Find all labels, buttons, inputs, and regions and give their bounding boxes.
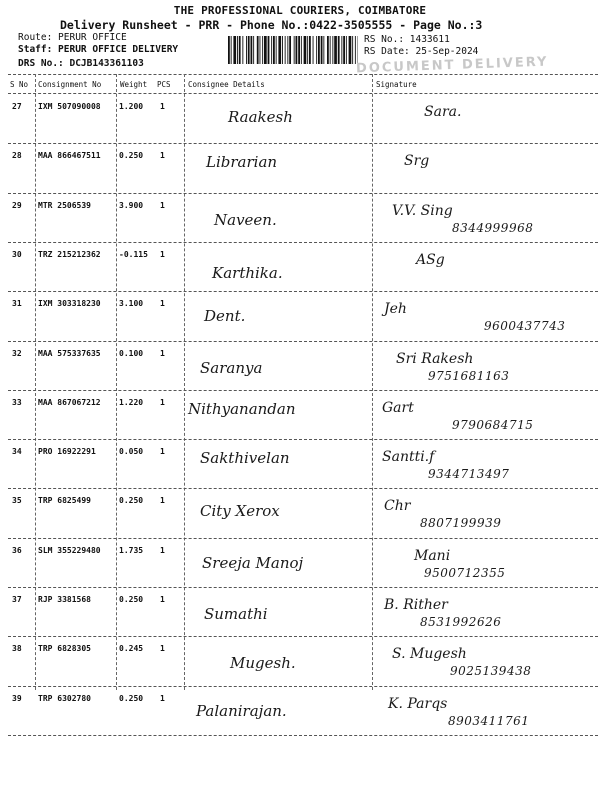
row-sno: 32 (12, 349, 22, 358)
row-weight: 1.220 (119, 398, 144, 407)
rs-number: RS No.: 1433611 (364, 34, 450, 45)
row-consignment-no: SLM 355229480 (38, 546, 101, 555)
row-weight: 1.735 (119, 546, 144, 555)
row-sno: 27 (12, 102, 22, 111)
row-consignment-no: MAA 575337635 (38, 349, 101, 358)
row-signature: V.V. Sing (392, 203, 453, 219)
row-pcs: 1 (160, 595, 165, 604)
row-sno: 38 (12, 644, 22, 653)
header-top-rule (8, 74, 598, 75)
row-phone: 9025139438 (450, 664, 532, 678)
row-phone: 9790684715 (452, 418, 534, 432)
row-consignee-name: Karthika. (212, 264, 283, 282)
row-phone: 9344713497 (428, 467, 510, 481)
col-header-sno: S No (10, 80, 29, 89)
row-sno: 33 (12, 398, 22, 407)
row-signature: Srg (404, 153, 430, 169)
row-phone: 9751681163 (428, 369, 510, 383)
row-sno: 39 (12, 694, 22, 703)
row-consignment-no: MAA 866467511 (38, 151, 101, 160)
rs-date: RS Date: 25-Sep-2024 (364, 46, 479, 57)
row-sno: 31 (12, 299, 22, 308)
row-divider (8, 686, 598, 687)
row-phone: 8903411761 (448, 714, 530, 728)
row-signature: K. Parqs (388, 696, 448, 712)
row-divider (8, 390, 598, 391)
row-weight: 0.250 (119, 694, 144, 703)
row-pcs: 1 (160, 546, 165, 555)
header-bottom-rule (8, 93, 598, 94)
row-signature: Mani (414, 548, 451, 564)
row-consignee-name: Saranya (200, 359, 263, 377)
row-weight: 0.050 (119, 447, 144, 456)
row-signature: Sara. (424, 104, 462, 120)
row-signature: Chr (384, 498, 411, 514)
row-weight: -0.115 (119, 250, 148, 259)
row-consignment-no: TRP 6825499 (38, 496, 91, 505)
row-divider (8, 143, 598, 144)
row-signature: Santti.f (382, 449, 435, 465)
row-consignee-name: Sakthivelan (200, 449, 290, 467)
row-consignee-name: Naveen. (214, 211, 277, 229)
row-pcs: 1 (160, 151, 165, 160)
row-weight: 3.900 (119, 201, 144, 210)
row-divider (8, 538, 598, 539)
row-consignment-no: PRO 16922291 (38, 447, 96, 456)
row-signature: B. Rither (384, 597, 448, 613)
row-sno: 30 (12, 250, 22, 259)
row-consignment-no: IXM 303318230 (38, 299, 101, 308)
row-phone: 8807199939 (420, 516, 502, 530)
row-divider (8, 291, 598, 292)
row-signature: ASg (416, 252, 445, 268)
row-pcs: 1 (160, 694, 165, 703)
row-consignee-name: Sreeja Manoj (202, 554, 304, 572)
route-label: Route: PERUR OFFICE (18, 32, 127, 43)
row-weight: 0.100 (119, 349, 144, 358)
row-phone: 9600437743 (484, 319, 566, 333)
row-sno: 28 (12, 151, 22, 160)
row-consignee-name: City Xerox (200, 502, 280, 520)
row-divider (8, 242, 598, 243)
company-title: THE PROFESSIONAL COURIERS, COIMBATORE (173, 4, 427, 17)
row-phone: 8344999968 (452, 221, 534, 235)
row-consignee-name: Palanirajan. (196, 702, 287, 720)
row-phone: 9500712355 (424, 566, 506, 580)
row-consignment-no: MTR 2506539 (38, 201, 91, 210)
row-consignment-no: RJP 3381568 (38, 595, 91, 604)
row-sno: 35 (12, 496, 22, 505)
row-consignment-no: IXM 507090008 (38, 102, 101, 111)
document-delivery-stamp: DOCUMENT DELIVERY (355, 54, 549, 77)
col-header-consignee: Consignee Details (188, 80, 265, 89)
row-pcs: 1 (160, 299, 165, 308)
drs-number: DRS No.: DCJB143361103 (18, 58, 144, 69)
row-divider (8, 735, 598, 736)
row-sno: 29 (12, 201, 22, 210)
row-pcs: 1 (160, 250, 165, 259)
row-consignment-no: MAA 867067212 (38, 398, 101, 407)
staff-label: Staff: PERUR OFFICE DELIVERY (18, 44, 179, 55)
barcode (228, 36, 358, 64)
row-consignment-no: TRP 6828305 (38, 644, 91, 653)
row-pcs: 1 (160, 447, 165, 456)
row-weight: 0.245 (119, 644, 144, 653)
row-signature: Jeh (384, 301, 407, 317)
row-consignee-name: Mugesh. (230, 654, 296, 672)
row-phone: 8531992626 (420, 615, 502, 629)
row-divider (8, 341, 598, 342)
row-weight: 0.250 (119, 151, 144, 160)
col-divider (372, 74, 373, 690)
row-consignment-no: TRZ 215212362 (38, 250, 101, 259)
col-divider (184, 74, 185, 690)
row-pcs: 1 (160, 496, 165, 505)
row-divider (8, 587, 598, 588)
row-pcs: 1 (160, 349, 165, 358)
row-divider (8, 193, 598, 194)
col-divider (35, 74, 36, 690)
col-header-pcs: PCS (157, 80, 171, 89)
runsheet-subtitle: Delivery Runsheet - PRR - Phone No.:0422-3505555 - Page No.:3 (60, 18, 483, 32)
row-pcs: 1 (160, 201, 165, 210)
row-weight: 0.250 (119, 496, 144, 505)
row-sno: 36 (12, 546, 22, 555)
row-divider (8, 488, 598, 489)
row-signature: Sri Rakesh (396, 351, 474, 367)
row-consignee-name: Dent. (204, 307, 246, 325)
row-consignee-name: Sumathi (204, 605, 268, 623)
row-divider (8, 636, 598, 637)
row-sno: 37 (12, 595, 22, 604)
row-consignment-no: TRP 6302780 (38, 694, 91, 703)
row-consignee-name: Raakesh (228, 108, 293, 126)
row-divider (8, 439, 598, 440)
row-sno: 34 (12, 447, 22, 456)
row-weight: 3.100 (119, 299, 144, 308)
col-header-weight: Weight (120, 80, 148, 89)
row-weight: 0.250 (119, 595, 144, 604)
row-pcs: 1 (160, 644, 165, 653)
row-consignee-name: Librarian (206, 153, 278, 171)
row-weight: 1.200 (119, 102, 144, 111)
row-signature: S. Mugesh (392, 646, 467, 662)
row-pcs: 1 (160, 102, 165, 111)
col-header-consignment: Consignment No (38, 80, 102, 89)
col-header-signature: Signature (376, 80, 417, 89)
col-divider (116, 74, 117, 690)
row-pcs: 1 (160, 398, 165, 407)
row-consignee-name: Nithyanandan (188, 400, 296, 418)
row-signature: Gart (382, 400, 414, 416)
